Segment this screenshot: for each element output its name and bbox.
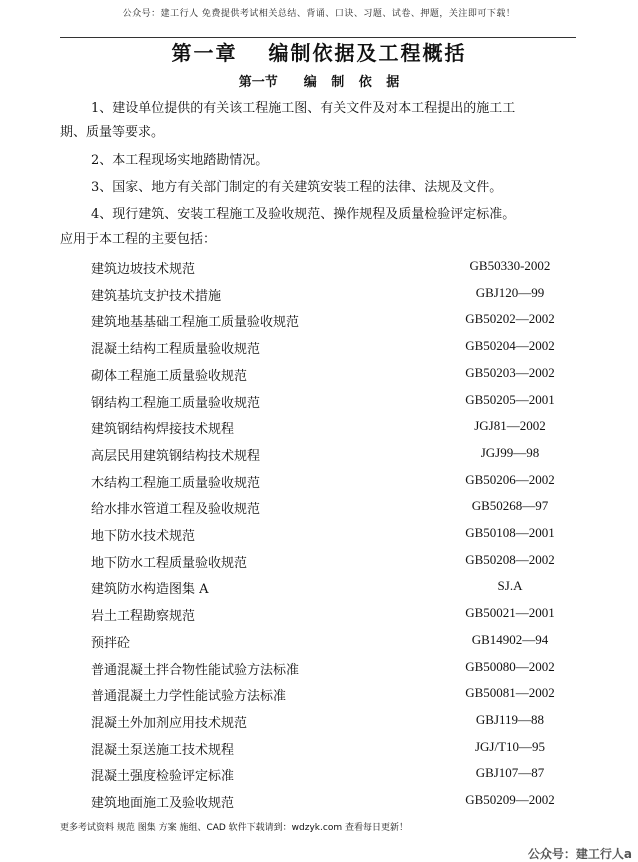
standard-code: GB50108—2001 (465, 525, 555, 540)
standard-row (0, 285, 638, 303)
chapter-title: 第一章 编制依据及工程概括 (171, 41, 467, 65)
standard-name: 混凝土泵送施工技术规程 (91, 742, 235, 758)
standard-name: 建筑地面施工及验收规范 (91, 796, 235, 811)
standard-row (0, 659, 638, 677)
standard-row (0, 525, 638, 543)
standard-code: JGJ/T10—95 (474, 738, 546, 754)
standard-name: 地下防水技术规范 (91, 529, 196, 544)
standard-row (0, 392, 638, 410)
standard-code: GB50080—2002 (465, 658, 555, 674)
header-banner: 公众号：建工行人 免费提供考试相关总结、背诵、口诀、习题、试卷、押题，关注即可下载！ (122, 9, 516, 19)
standard-code: GBJ120—99 (475, 284, 545, 300)
standard-row (0, 712, 638, 730)
standard-code: GB50206—2002 (465, 471, 555, 487)
standard-code: GB50209—2002 (465, 792, 555, 807)
standard-code: JGJ99—98 (480, 444, 540, 460)
standard-name: 建筑钢结构焊接技术规程 (91, 422, 235, 438)
standard-name: 砌体工程施工质量验收规范 (91, 368, 248, 384)
standard-name: 普通混凝土拌合物性能试验方法标准 (91, 662, 300, 678)
standard-row (0, 338, 638, 356)
footer-line: 更多考试资料 规范 图集 方案 施组、CAD 软件下载请到：wdzyk.com 查看每日更新！ (60, 823, 408, 833)
standard-row (0, 258, 638, 276)
standard-row (0, 552, 638, 570)
paragraph-2: 2、本工程现场实地踏勘情况。 (91, 153, 269, 168)
standard-name: 普通混凝土力学性能试验方法标准 (91, 689, 287, 705)
paragraph-4: 4、现行建筑、安装工程施工及验收规范、操作规程及质量检验评定标准。 (91, 207, 516, 222)
standard-row (0, 632, 638, 650)
standard-code: GBJ107—87 (475, 765, 545, 781)
standard-code: GB50202—2002 (465, 311, 555, 327)
standard-name: 地下防水工程质量验收规范 (91, 555, 248, 571)
paragraph-1-cont: 期、质量等要求。 (60, 125, 165, 140)
watermark: 公众号：建工行人a (527, 847, 632, 861)
standard-code: GB50021—2001 (465, 605, 555, 621)
standard-name: 建筑地基基础工程施工质量验收规范 (91, 315, 300, 331)
standard-row (0, 445, 638, 463)
standard-name: 混凝土结构工程质量验收规范 (91, 342, 261, 358)
standard-name: 给水排水管道工程及验收规范 (91, 502, 261, 518)
standard-row (0, 365, 638, 383)
standard-row (0, 498, 638, 516)
standard-name: 混凝土强度检验评定标准 (91, 769, 235, 785)
standard-row (0, 765, 638, 783)
standard-name: 预拌砼 (91, 635, 131, 651)
standard-name: 木结构工程施工质量验收规范 (91, 475, 261, 491)
standard-code: GB50081—2002 (465, 685, 555, 701)
standard-name: 岩土工程勘察规范 (91, 609, 196, 625)
standard-name: 建筑基坑支护技术措施 (91, 288, 222, 304)
standard-row (0, 311, 638, 329)
standard-code: GBJ119—88 (475, 711, 545, 727)
standard-name: 混凝土外加剂应用技术规范 (91, 715, 248, 731)
standard-code: GB50208—2002 (465, 551, 555, 567)
standard-name: 高层民用建筑钢结构技术规程 (91, 448, 261, 464)
standard-code: GB50204—2002 (465, 338, 555, 354)
standard-row (0, 792, 638, 810)
standard-code: SJ.A (497, 578, 523, 594)
paragraph-3: 3、国家、地方有关部门制定的有关建筑安装工程的法律、法规及文件。 (91, 180, 503, 195)
standard-name: 建筑防水构造图集 A (91, 582, 209, 598)
standard-row (0, 605, 638, 623)
standard-name: 钢结构工程施工质量验收规范 (91, 395, 261, 411)
standard-row (0, 739, 638, 757)
paragraph-4-cont: 应用于本工程的主要包括： (60, 232, 217, 247)
standard-row (0, 685, 638, 703)
standard-row (0, 578, 638, 596)
standard-code: GB50330-2002 (469, 258, 551, 273)
standard-code: GB50203—2002 (465, 364, 555, 380)
standard-name: 建筑边坡技术规范 (91, 262, 196, 277)
paragraph-1: 1、建设单位提供的有关该工程施工图、有关文件及对本工程提出的施工工 (91, 101, 516, 116)
section-title: 第一节 编 制 依 据 (238, 75, 400, 90)
standard-code: JGJ81—2002 (474, 418, 546, 434)
standard-code: GB50268—97 (471, 498, 549, 514)
standard-code: GB50205—2001 (465, 391, 555, 407)
standard-row (0, 418, 638, 436)
standard-code: GB14902—94 (471, 631, 549, 647)
standard-row (0, 472, 638, 490)
